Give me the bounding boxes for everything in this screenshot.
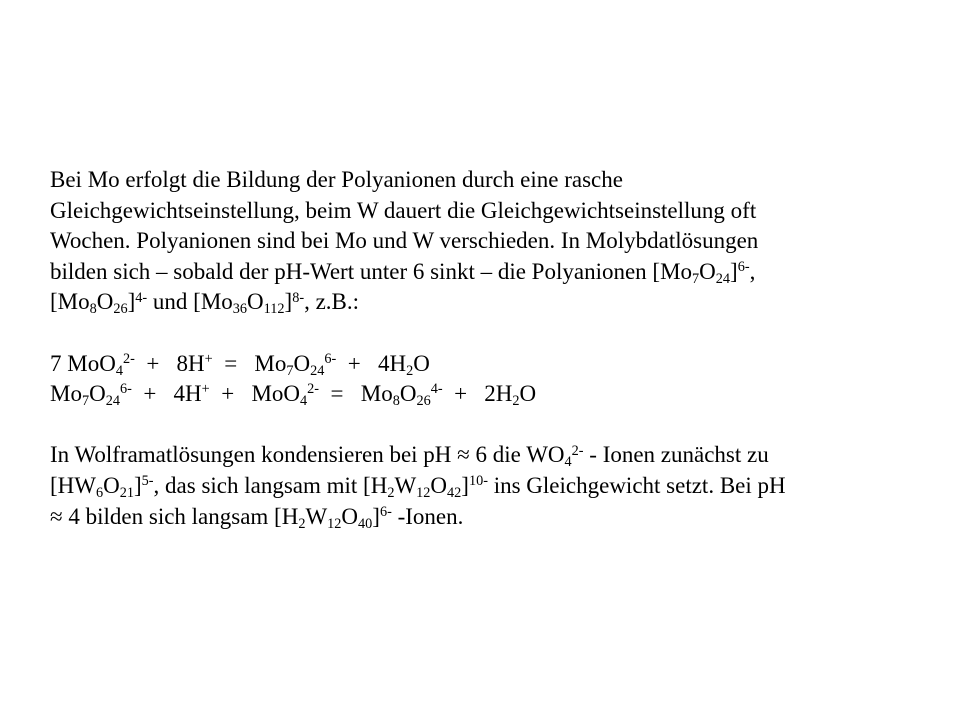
text-line-5: $[Mo_8O_{26}]^{4-}$ und $[Mo_{36}O_{112}]^{8-}$, z.B.: xyxy=(50,289,360,318)
text-line-7: $[HW_6O_{21}]^{5-}$, das sich langsam mit $[H_2W_{12}O_{42}]^{10-}$ ins Gleichgewicht setzt. Bei pH xyxy=(50,472,786,501)
text-line-6: In Wolframatlösungen kondensieren bei pH ≈ 6 die $WO_4^{2-}$ - Ionen zunächst zu xyxy=(50,442,769,471)
text-line-4: bilden sich – sobald der pH-Wert unter 6 sinkt – die Polyanionen $[Mo_7O_{24}]^{6-}$, xyxy=(50,258,756,287)
text-line-2: Gleichgewichtseinstellung, beim W dauert die Gleichgewichtseinstellung oft xyxy=(50,197,757,223)
spacer xyxy=(50,318,930,349)
equation-2: $Mo_7O_{24}^{6-} + 4H^+ + MoO_4^{2-} = Mo_8O_{26}^{4-} + 2H_2O$ xyxy=(50,381,537,410)
text-line-3: Wochen. Polyanionen sind bei Mo und W verschieden. In Molybdatlösungen xyxy=(50,228,759,254)
text-line-1: Bei Mo erfolgt die Bildung der Polyanionen durch eine rasche xyxy=(50,167,623,192)
text-line-8: ≈ 4 bilden sich langsam $[H_2W_{12}O_{40}]^{6-}$ -Ionen. xyxy=(50,503,464,532)
slide-text xyxy=(50,165,930,532)
equation-1: 7 $MoO_4^{2-} + 8H^+ = Mo_7O_{24}^{6-} + 4H_2O$ xyxy=(50,350,430,379)
spacer xyxy=(50,410,930,441)
